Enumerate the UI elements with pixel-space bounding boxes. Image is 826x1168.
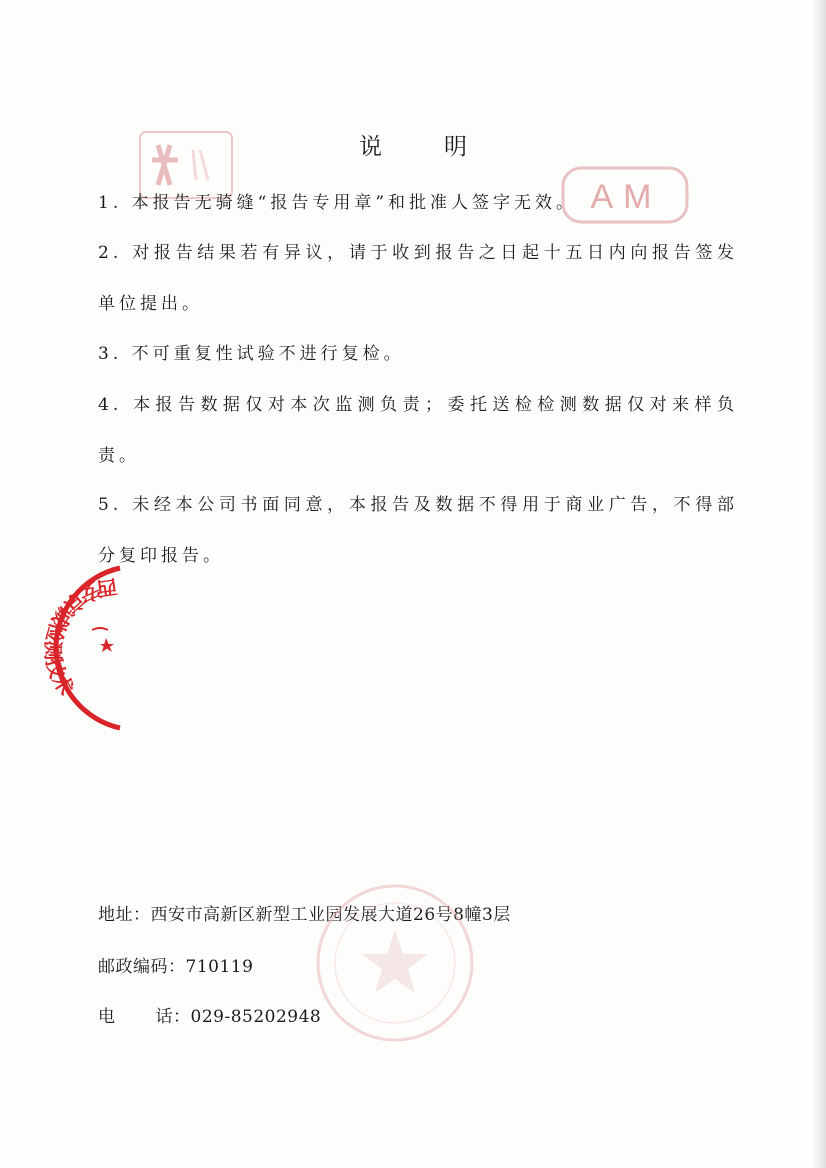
phone-line xyxy=(98,1002,321,1027)
red-company-seal xyxy=(34,560,124,735)
notice-item-4: 4. 本报告数据仅对本次监测负责；委托送检检测数据仅对来样负责。 xyxy=(98,395,738,466)
phone-label-a: 电 xyxy=(98,1007,116,1027)
phone-value: 029-85202948 xyxy=(190,1007,322,1027)
address-label: 地址： xyxy=(98,905,151,925)
postcode-value: 710119 xyxy=(185,957,254,977)
am-mark-text: AM xyxy=(590,178,662,216)
notice-item-1: 1. 本报告无骑缝“报告专用章”和批准人签字无效。 xyxy=(98,193,578,213)
title-char-1: 说 xyxy=(359,134,382,160)
title-char-2: 明 xyxy=(444,134,467,160)
seal-star-icon xyxy=(100,638,114,652)
page-edge-shadow xyxy=(812,0,826,1168)
notice-item-5: 5. 未经本公司书面同意，本报告及数据不得用于商业广告，不得部分复印报告。 xyxy=(98,495,738,566)
phone-label-b: 话： xyxy=(155,1007,191,1027)
postcode-line xyxy=(98,952,253,977)
notice-item-2: 2. 对报告结果若有异议，请于收到报告之日起十五日内向报告签发单位提出。 xyxy=(98,243,738,314)
postcode-label: 邮政编码： xyxy=(98,957,186,977)
svg-text:西安京诚检测技术 xyxy=(41,574,119,699)
address-value: 西安市高新区新型工业园发展大道26号8幢3层 xyxy=(150,905,511,925)
seal-text: 西安京诚检测技术 xyxy=(40,574,119,700)
page-title xyxy=(0,128,826,161)
faded-round-seal xyxy=(312,880,478,1046)
notice-item-3: 3. 不可重复性试验不进行复检。 xyxy=(98,344,405,364)
